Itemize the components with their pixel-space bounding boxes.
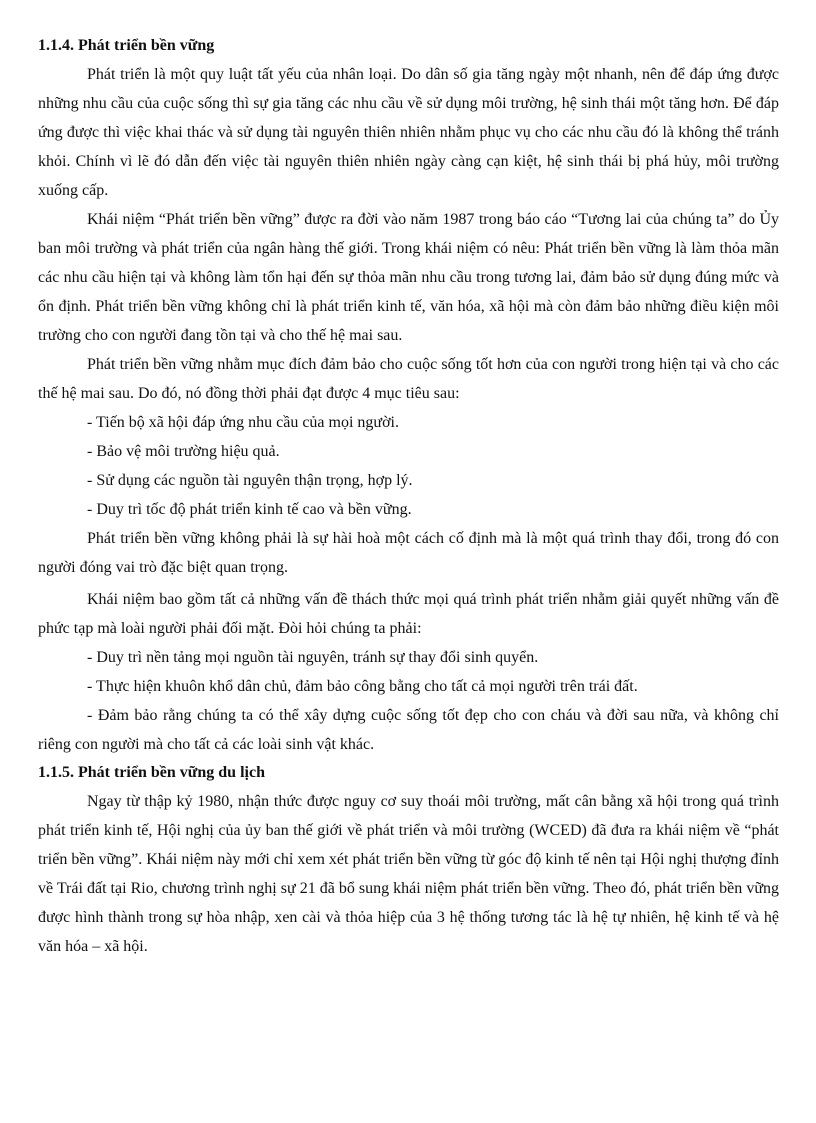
requirement-item: - Duy trì nền tảng mọi nguồn tài nguyên, tránh sự thay đổi sinh quyển. bbox=[87, 649, 539, 666]
goal-item: - Duy trì tốc độ phát triển kinh tế cao và bền vững. bbox=[87, 501, 412, 518]
paragraph-concept-scope: Khái niệm bao gồm tất cả những vấn đề thách thức mọi quá trình phát triển nhằm giải quyết những vấn đề phức tạp mà loài người phải đối mặt. Đòi hỏi chúng ta phải: bbox=[38, 591, 779, 637]
section-heading-1-1-4: 1.1.4. Phát triển bền vững bbox=[38, 37, 215, 54]
goal-item: - Sử dụng các nguồn tài nguyên thận trọng, hợp lý. bbox=[87, 472, 413, 489]
requirement-item: - Thực hiện khuôn khổ dân chủ, đảm bảo công bằng cho tất cả mọi người trên trái đất. bbox=[87, 678, 638, 695]
paragraph-development-law: Phát triển là một quy luật tất yếu của nhân loại. Do dân số gia tăng ngày một nhanh, nên để đáp ứng được những nhu cầu của cuộc sống thì sự gia tăng các nhu cầu về sử dụng môi trường, hệ sinh thái một tăng hơn. Để đáp ứng được thì việc khai thác và sử dụng tài nguyên thiên nhiên nhằm phục vụ cho các nhu cầu đó là không thể tránh khỏi. Chính vì lẽ đó dẫn đến việc tài nguyên thiên nhiên ngày càng cạn kiệt, hệ sinh thái bị phá hủy, môi trường xuống cấp. bbox=[38, 66, 779, 199]
paragraph-sustainable-tourism: Ngay từ thập kỷ 1980, nhận thức được nguy cơ suy thoái môi trường, mất cân bằng xã hội trong quá trình phát triển kinh tế, Hội nghị của ủy ban thế giới về phát triển và môi trường (WCED) đã đưa ra khái niệm về “phát triển bền vững”. Khái niệm này mới chỉ xem xét phát triển bền vững từ góc độ kinh tế nên tại Hội nghị thượng đỉnh về Trái đất tại Rio, chương trình nghị sự 21 đã bổ sung khái niệm phát triển bền vững. Theo đó, phát triển bền vững được hình thành trong sự hòa nhập, xen cài và thỏa hiệp của 3 hệ thống tương tác là hệ tự nhiên, hệ kinh tế và hệ văn hóa – xã hội. bbox=[38, 793, 779, 955]
paragraph-process: Phát triển bền vững không phải là sự hài hoà một cách cố định mà là một quá trình thay đổi, trong đó con người đóng vai trò đặc biệt quan trọng. bbox=[38, 530, 779, 576]
goal-item: - Bảo vệ môi trường hiệu quả. bbox=[87, 443, 280, 460]
section-heading-1-1-5: 1.1.5. Phát triển bền vững du lịch bbox=[38, 764, 265, 781]
paragraph-goals-intro: Phát triển bền vững nhằm mục đích đảm bảo cho cuộc sống tốt hơn của con người trong hiện tại và cho các thế hệ mai sau. Do đó, nó đồng thời phải đạt được 4 mục tiêu sau: bbox=[38, 356, 779, 402]
goal-item: - Tiến bộ xã hội đáp ứng nhu cầu của mọi người. bbox=[87, 414, 399, 431]
paragraph-concept-origin: Khái niệm “Phát triển bền vững” được ra đời vào năm 1987 trong báo cáo “Tương lai của chúng ta” do Ủy ban môi trường và phát triển của ngân hàng thế giới. Trong khái niệm có nêu: Phát triển bền vững là làm thỏa mãn các nhu cầu hiện tại và không làm tổn hại đến sự thỏa mãn nhu cầu trong tương lai, đảm bảo sử dụng đúng mức và ổn định. Phát triển bền vững không chỉ là phát triển kinh tế, văn hóa, xã hội mà còn đảm bảo những điều kiện môi trường cho con người đang tồn tại và cho thế hệ mai sau. bbox=[38, 211, 779, 344]
requirement-item: - Đảm bảo rằng chúng ta có thể xây dựng cuộc sống tốt đẹp cho con cháu và đời sau nữa, và không chỉ riêng con người mà cho tất cả các loài sinh vật khác. bbox=[38, 707, 779, 753]
document-page bbox=[38, 32, 779, 961]
